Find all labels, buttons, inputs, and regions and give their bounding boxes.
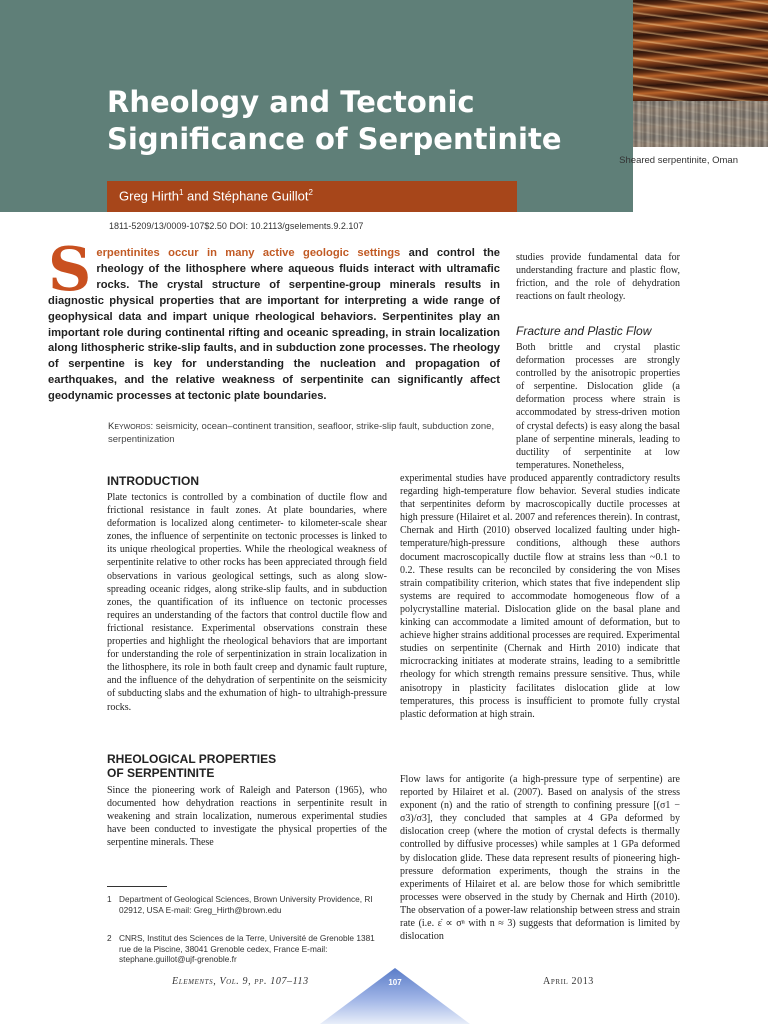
abstract-body: and control the rheology of the lithosphere where aqueous fluids interact with ultramafic rocks. The crystal structure of serpentine-group minerals results in diagnostic physical properties that are important for interpreting a wide range of geophysical data and impart unique rheological behaviors. Serpentinites play an important role during continental rifting and oceanic spreading, in strain localization along lithospheric strike-slip faults, and in subduction zone processes. The rheology of serpentine is key for understanding the nucleation and propagation of earthquakes, and the relative weakness of serpentinite can significantly affect geodynamic processes at tectonic plate boundaries.	[48, 247, 501, 403]
keywords-text: seismicity, ocean–continent transition, seafloor, strike-slip fault, subduction zone, serpentinization	[108, 421, 495, 445]
rheology-heading-line2: OF SERPENTINITE	[107, 766, 215, 780]
footnote-2-text: CNRS, Institut des Sciences de la Terre, Université de Grenoble 1381 rue de la Piscine, 38041 Grenoble cedex, France E-mail: stephane.guillot@ujf-grenoble.fr	[119, 933, 375, 964]
author-2-affiliation: 2	[308, 188, 313, 197]
footnote-rule	[107, 886, 167, 887]
serpentinite-photo	[633, 0, 768, 147]
top-right-paragraph: studies provide fundamental data for understanding fracture and plastic flow, friction, and the role of dehydration reactions on fault rheology.	[516, 252, 680, 303]
author-1: Greg Hirth	[119, 188, 179, 204]
footnote-1	[107, 894, 387, 915]
photo-caption: Sheared serpentinite, Oman	[619, 155, 738, 166]
footnote-1-text: Department of Geological Sciences, Brown University Providence, RI 02912, USA E-mail: Greg_Hirth@brown.edu	[119, 894, 373, 915]
page-number: 107	[388, 978, 402, 987]
introduction-heading: INTRODUCTION	[107, 474, 199, 488]
abstract-lead: erpentinites occur in many active geologic settings	[96, 247, 401, 259]
triangle-page-marker-icon	[320, 968, 470, 1024]
footnote-2-number: 2	[107, 933, 112, 943]
right-column-paragraph-2: Flow laws for antigorite (a high-pressure type of serpentine) are reported by Hilairet et al. (2007). Based on analysis of the stress exponent (n) and the ratio of strength to confining pressure [(σ1 − σ3)/σ3], they concluded that samples at 4 GPa deformed by dislocation creep (where the motion of crystal defects is thermally controlled by diffusive processes) while samples at 1 GPa deformed by dislocation glide. These data represent results of pioneering high-pressure deformation experiments, though the strains in the experiments of Hilairet et al. are below those for which semibrittle processes were observed in the study by Chernak and Hirth (2010). The observation of a power-law relationship between stress and strain rate (i.e. ε̇ ∝ σⁿ with n ≈ 3) suggests that deformation is limited by dislocation	[400, 774, 680, 943]
introduction-paragraph: Plate tectonics is controlled by a combination of ductile flow and frictional resistance in fault zones. At plate boundaries, where deformation is localized along centimeter- to kilometer-scale shear zones, the influence of serpentinite on tectonic processes is linked to its unique rheological properties. While the rheological weakness of serpentinite relative to other rocks has been appreciated through field observations in various geological settings, such as along slow-spreading oceanic ridges, along strike-slip faults, and in subduction zones, the quantification of its influence on tectonic processes requires an understanding of the factors that control ductile flow and frictional resistance. Experimental observations constrain these properties and highlight the rheological behaviors that are important for understanding the role of serpentinization in strain localization in the lithosphere, its role in both fault creep and dynamic fault rupture, and the influence of the dehydration of serpentinite on the seismicity of subducting slabs and the exhumation of high- to ultrahigh-pressure rocks.	[107, 492, 387, 713]
footer-date: April 2013	[543, 976, 594, 987]
right-column-paragraph-1: experimental studies have produced apparently contradictory results regarding high-temperature flow behavior. Several studies indicate that serpentinites deform by macroscopically ductile processes at high pressure (Hilairet et al. 2007 and references therein). In contrast, Chernak and Hirth (2010) observed localized faulting under high-temperature/high-pressure conditions, although these authors document macroscopically ductile flow at strains less than ~0.1 to 0.2. These results can be reconciled by considering the von Mises strain compatibility criterion, which states that five independent slip systems are required to accommodate homogeneous flow of a polycrystalline material. Dislocation glide on the basal plane and kinking can accommodate a limited amount of deformation, but to achieve higher strains additional processes are required. Experimental studies on serpentinite (Chernak and Hirth 2010) indicate that microcracking initiates at moderate strains, leading to a semibrittle rheology for which strength remains pressure sensitive. Thus, while anisotropy in plasticity facilitates dislocation glide at low temperatures, this process is insufficient to promote fully crystal plastic deformation at high strain.	[400, 473, 680, 720]
footnote-1-number: 1	[107, 894, 112, 904]
footnote-2	[107, 933, 387, 965]
fracture-paragraph: Both brittle and crystal plastic deformation processes are strongly controlled by the anisotropic properties of serpentine. Dislocation glide (a deformation process where strain is accommodated by stress-driven motion of crystal defects) is easy along the basal plane of serpentine minerals, leading to ductility of serpentinite at low temperatures. Nonetheless,	[516, 342, 680, 471]
issn-doi: 1811-5209/13/0009-107$2.50 DOI: 10.2113/gselements.9.2.107	[109, 221, 364, 231]
drop-cap: S	[48, 235, 92, 305]
author-2: and Stéphane Guillot	[183, 188, 309, 204]
rheology-heading-line1: RHEOLOGICAL PROPERTIES	[107, 752, 277, 766]
photo-rock-texture	[633, 101, 768, 147]
abstract	[48, 235, 501, 405]
rheology-paragraph: Since the pioneering work of Raleigh and Paterson (1965), who documented how dehydration reactions in serpentinite result in weakening and strain localization, numerous experimental studies have been conducted to investigate the physical properties of the serpentine minerals. These	[107, 785, 387, 849]
footer-journal: Elements, Vol. 9, pp. 107–113	[172, 976, 309, 987]
authors	[119, 188, 313, 203]
article-title: Rheology and Tectonic Significance of Serpentinite	[107, 85, 562, 156]
author-1-affiliation: 1	[178, 188, 184, 197]
fracture-heading: Fracture and Plastic Flow	[516, 324, 652, 338]
authors-bar	[107, 181, 517, 212]
keywords	[108, 421, 498, 446]
keywords-label: Keywords:	[108, 421, 154, 432]
